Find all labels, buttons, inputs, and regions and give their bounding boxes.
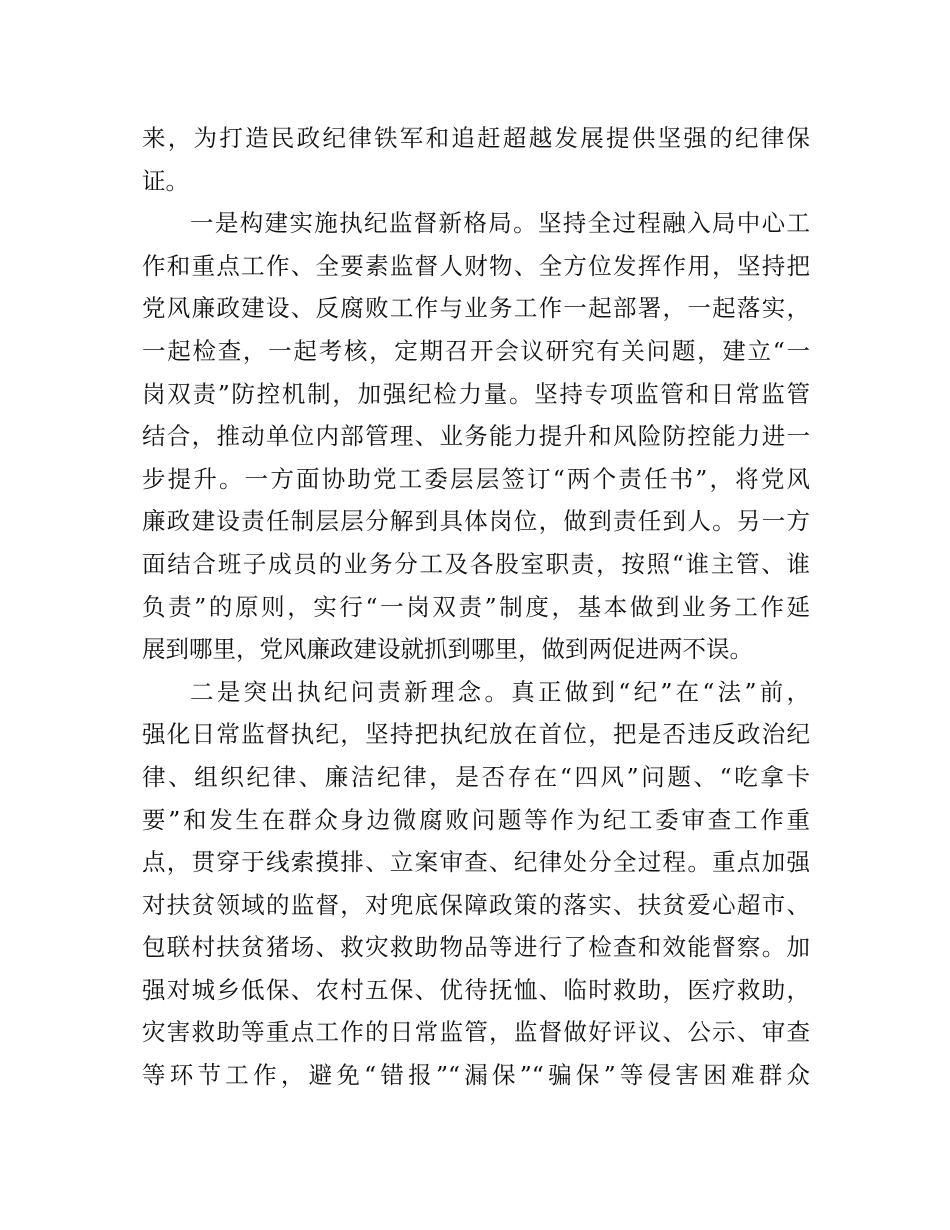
text-line: 灾害救助等重点工作的日常监管，监督做好评议、公示、审查 bbox=[142, 1018, 810, 1047]
text-line: 结合，推动单位内部管理、业务能力提升和风险防控能力进一 bbox=[142, 422, 810, 451]
text-line: 证。 bbox=[142, 166, 189, 195]
text-line: 等环节工作，避免“错报”“漏保”“骗保”等侵害困难群众 bbox=[142, 1061, 810, 1090]
text-line: 律、组织纪律、廉洁纪律，是否存在“四风”问题、“吃拿卡 bbox=[142, 762, 810, 791]
paragraph-execution-supervision bbox=[142, 202, 810, 671]
text-line: 包联村扶贫猪场、救灾救助物品等进行了检查和效能督察。加 bbox=[142, 933, 810, 962]
text-line: 廉政建设责任制层层分解到具体岗位，做到责任到人。另一方 bbox=[142, 507, 810, 536]
text-line: 一起检查，一起考核，定期召开会议研究有关问题，建立“一 bbox=[142, 336, 810, 365]
paragraph-accountability bbox=[142, 671, 810, 1097]
text-line: 一是构建实施执纪监督新格局。坚持全过程融入局中心工 bbox=[190, 209, 810, 238]
text-line: 强化日常监督执纪，坚持把执纪放在首位，把是否违反政治纪 bbox=[142, 720, 810, 749]
text-line: 展到哪里，党风廉政建设就抓到哪里，做到两促进两不误。 bbox=[142, 635, 753, 664]
text-line: 作和重点工作、全要素监督人财物、全方位发挥作用，坚持把 bbox=[142, 251, 810, 280]
body-text bbox=[142, 117, 810, 1097]
text-line: 来，为打造民政纪律铁军和追赶超越发展提供坚强的纪律保 bbox=[142, 124, 810, 152]
paragraph-continuation bbox=[142, 117, 810, 202]
text-line: 要”和发生在群众身边微腐败问题等作为纪工委审查工作重 bbox=[142, 805, 810, 834]
text-line: 点，贯穿于线索摸排、立案审查、纪律处分全过程。重点加强 bbox=[142, 848, 810, 877]
text-line: 二是突出执纪问责新理念。真正做到“纪”在“法”前， bbox=[190, 677, 810, 706]
text-line: 对扶贫领域的监督，对兜底保障政策的落实、扶贫爱心超市、 bbox=[142, 890, 810, 919]
text-line: 岗双责”防控机制，加强纪检力量。坚持专项监管和日常监管 bbox=[142, 379, 810, 408]
text-line: 步提升。一方面协助党工委层层签订“两个责任书”，将党风 bbox=[142, 464, 810, 493]
text-line: 强对城乡低保、农村五保、优待抚恤、临时救助，医疗救助， bbox=[142, 975, 810, 1004]
text-line: 面结合班子成员的业务分工及各股室职责，按照“谁主管、谁 bbox=[142, 549, 810, 578]
text-line: 党风廉政建设、反腐败工作与业务工作一起部署，一起落实， bbox=[142, 294, 810, 323]
text-line: 负责”的原则，实行“一岗双责”制度，基本做到业务工作延 bbox=[142, 592, 810, 621]
